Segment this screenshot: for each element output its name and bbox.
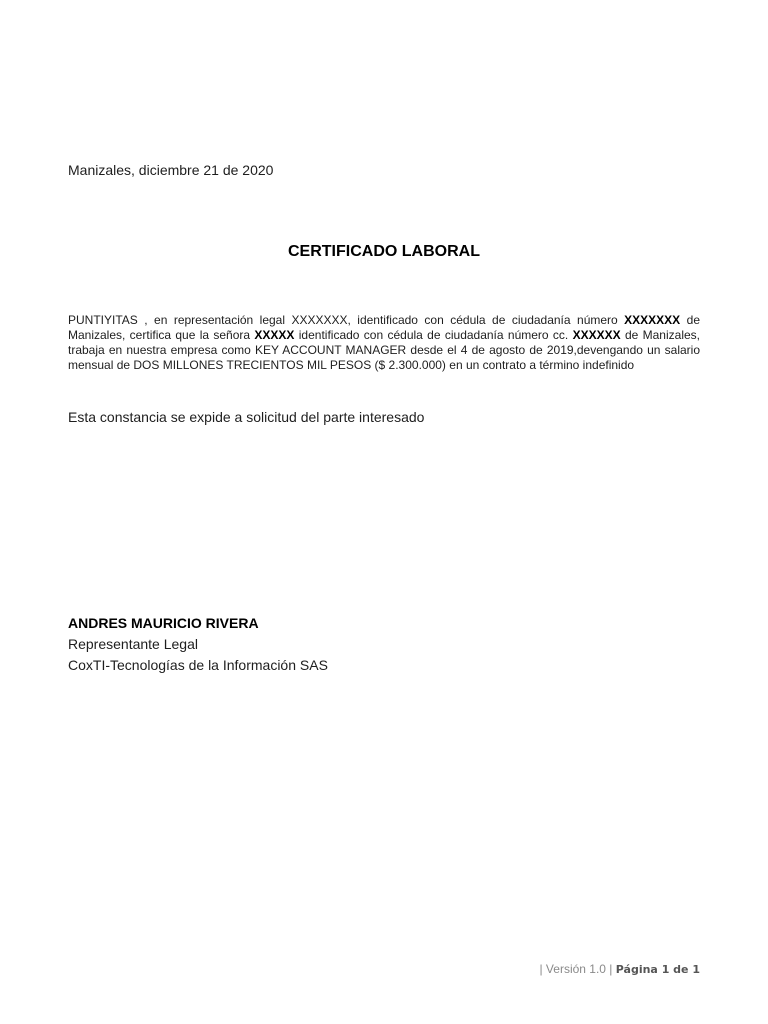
page-footer (539, 962, 700, 976)
of-word: de (669, 963, 693, 976)
employer-id-number: XXXXXXX (624, 313, 681, 327)
body-text-part: PUNTIYITAS , en representación legal XXXXXXX, identificado con cédula de ciudadanía número (68, 313, 625, 327)
page-number: 1 (661, 963, 670, 976)
page-word: Página (615, 963, 662, 976)
request-note: Esta constancia se expide a solicitud del parte interesado (68, 409, 425, 425)
date-line: Manizales, diciembre 21 de 2020 (68, 162, 274, 178)
body-text-part: identificado con cédula de ciudadanía número cc. (294, 328, 573, 342)
body-text-part: de Manizales, certifica que la señora (68, 313, 700, 342)
signer-role: Representante Legal (68, 636, 198, 652)
signature-block (68, 613, 328, 676)
document-title: CERTIFICADO LABORAL (288, 243, 480, 260)
version-label: | Versión 1.0 | (539, 962, 616, 976)
signer-company: CoxTI-Tecnologías de la Información SAS (68, 657, 328, 673)
page-total: 1 (692, 963, 700, 976)
body-text-part: de Manizales, trabaja en nuestra empresa como KEY ACCOUNT MANAGER desde el 4 de agosto de 2019,devengando un salario mensual de DOS MILLONES TRECIENTOS MIL PESOS ($ 2.300.000) en un contrato a término indefinido (68, 328, 700, 372)
employee-id-number: XXXXXX (572, 328, 621, 342)
signer-name: ANDRES MAURICIO RIVERA (68, 615, 259, 631)
certificate-body (68, 313, 700, 373)
employee-name: XXXXX (254, 328, 295, 342)
